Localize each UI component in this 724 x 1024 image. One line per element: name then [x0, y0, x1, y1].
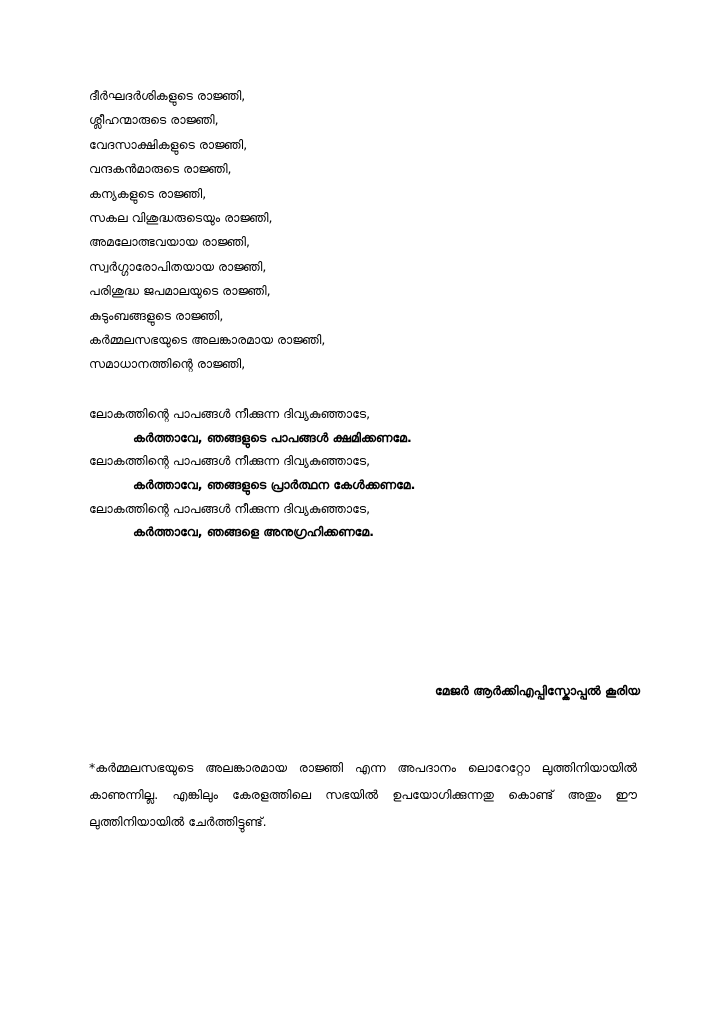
litany-title: വന്ദകൻമാരുടെ രാജ്ഞി, — [89, 161, 232, 177]
response-call: ലോകത്തിന്റെ പാപങ്ങൾ നീക്കുന്ന ദിവ്യകുഞ്ഞാടേ, — [89, 453, 371, 469]
litany-title: കന്യകളുടെ രാജ്ഞി, — [89, 185, 207, 201]
response-call: ലോകത്തിന്റെ പാപങ്ങൾ നീക്കുന്ന ദിവ്യകുഞ്ഞാടേ, — [89, 406, 371, 421]
litany-title: കർമ്മലസഭയുടെ അലങ്കാരമായ രാജ്ഞി, — [89, 331, 326, 347]
litany-title: പരിശുദ്ധ ജപമാലയുടെ രാജ്ഞി, — [89, 283, 271, 299]
response-answer: കർത്താവേ, ഞങ്ങളുടെ പാപങ്ങൾ ക്ഷമിക്കണമേ. — [133, 429, 412, 445]
litany-title: സകല വിശുദ്ധരുടെയും രാജ്ഞി, — [89, 209, 273, 225]
footnote: *കർമ്മലസഭയുടെ അലങ്കാരമായ രാജ്ഞി എന്ന അപദാനം ലൊറേറ്റോ ലുത്തിനിയായിൽ കാണുന്നില്ല. എങ്കിലും കേരളത്തിലെ സഭയിൽ ഉപയോഗിക്കുന്നതു കൊണ്ട് അതും ഈ ലുത്തിനിയായിൽ ചേർത്തിട്ടുണ്ട്. — [89, 759, 637, 829]
response-answer: കർത്താവേ, ഞങ്ങളുടെ പ്രാർത്ഥന കേൾക്കണമേ. — [133, 477, 416, 493]
litany-title: കുടുംബങ്ങളുടെ രാജ്ഞി, — [89, 307, 224, 323]
litany-title: ശ്ലീഹന്മാരുടെ രാജ്ഞി, — [89, 112, 219, 128]
litany-title: വേദസാക്ഷികളുടെ രാജ്ഞി, — [89, 136, 248, 152]
litany-title: ദീർഘദർശികളുടെ രാജ്ഞി, — [89, 88, 246, 103]
litany-title: അമലോത്ഭവയായ രാജ്ഞി, — [89, 234, 250, 250]
signature: മേജർ ആർക്കിഎപ്പിസ്കോപ്പൽ കൂരിയ — [435, 683, 640, 698]
response-answer: കർത്താവേ, ഞങ്ങളെ അനുഗ്രഹിക്കണമേ. — [133, 524, 374, 540]
response-call: ലോകത്തിന്റെ പാപങ്ങൾ നീക്കുന്ന ദിവ്യകുഞ്ഞാടേ, — [89, 500, 371, 516]
litany-title: സമാധാനത്തിന്റെ രാജ്ഞി, — [89, 356, 246, 372]
litany-titles-list — [89, 84, 325, 377]
agnus-dei-responses — [89, 402, 649, 544]
litany-title: സ്വർഗ്ഗാരോപിതയായ രാജ്ഞി, — [89, 258, 267, 274]
